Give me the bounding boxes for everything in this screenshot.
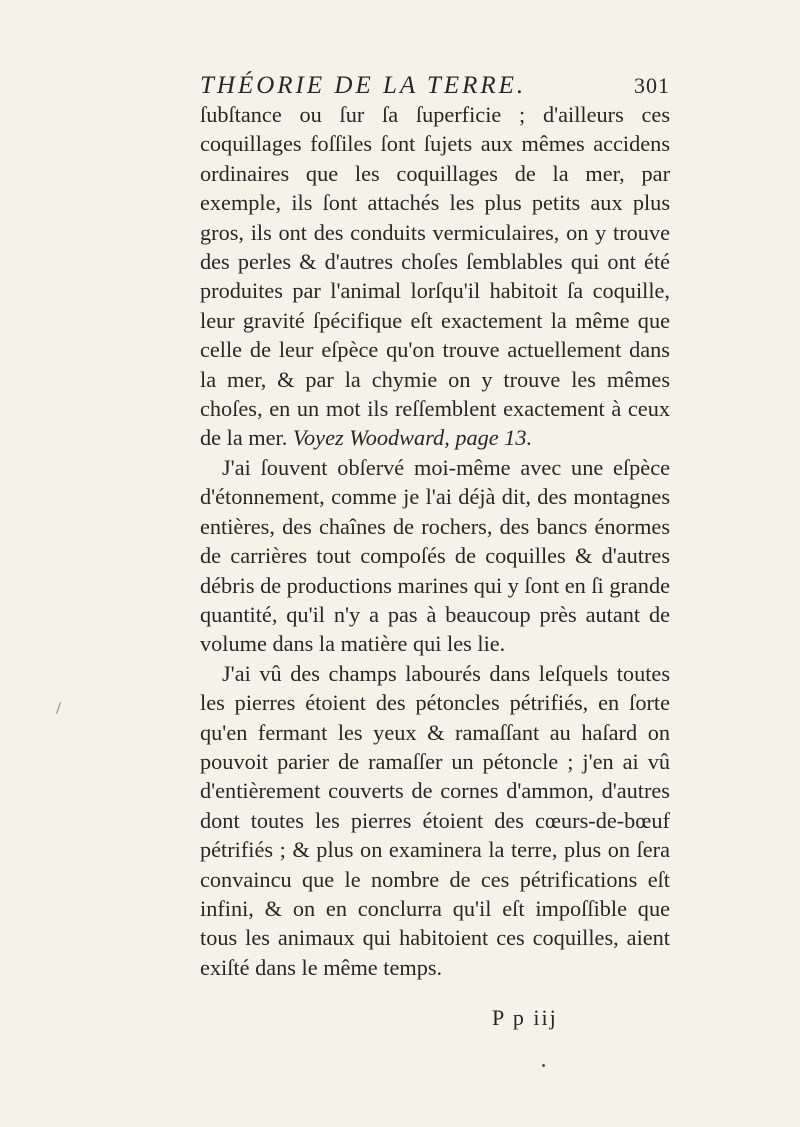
reference-citation: Voyez Woodward, page 13. <box>292 425 533 451</box>
body-text <box>200 100 670 982</box>
paragraph: J'ai ſouvent obſervé moi-même avec une eſpèce d'étonnement, comme je l'ai déjà dit, des montagnes entières, des chaînes de rochers, des bancs énormes de carrières tout compoſés de coquilles & d'autres débris de productions marines qui y ſont en ſi grande quantité, qu'il n'y a pas à beaucoup près autant de volume dans la matière qui les lie. <box>200 454 670 657</box>
running-title: THÉORIE DE LA TERRE. <box>200 72 527 99</box>
signature-mark: P p iij <box>492 1005 558 1030</box>
margin-mark <box>56 702 61 714</box>
page-number: 301 <box>634 73 670 98</box>
paragraph <box>200 100 670 453</box>
paragraph-text: ſubſtance ou ſur ſa ſuperficie ; d'ailleurs ces coquillages foſſiles ſont ſujets aux mêmes accidens ordinaires que les coquillages de la mer, par exemple, ils ſont attachés les plus petits aux plus gros, ils ont des conduits vermiculaires, on y trouve des perles & d'autres choſes ſemblables qui ont été produites par l'animal lorſqu'il habitoit ſa coquille, leur gravité ſpécifique eſt exactement la même que celle de leur eſpèce qu'on trouve actuellement dans la mer, & par la chymie on y trouve les mêmes choſes, en un mot ils reſſemblent exactement à ceux de la mer. <box>200 102 670 451</box>
ink-speck <box>542 1064 545 1067</box>
paragraph: J'ai vû des champs labourés dans leſquels toutes les pierres étoient des pétoncles pétrifiés, en ſorte qu'en fermant les yeux & ramaſſant au haſard on pouvoit parier de ramaſſer un pétoncle ; j'en ai vû d'entièrement couverts de cornes d'ammon, d'autres dont toutes les pierres étoient des cœurs-de-bœuf pétrifiés ; & plus on examinera la terre, plus on ſera convaincu que le nombre de ces pétrifications eſt infini, & on en conclurra qu'il eſt impoſſible que tous les animaux qui habitoient ces coquilles, aient exiſté dans le même temps. <box>200 660 670 980</box>
